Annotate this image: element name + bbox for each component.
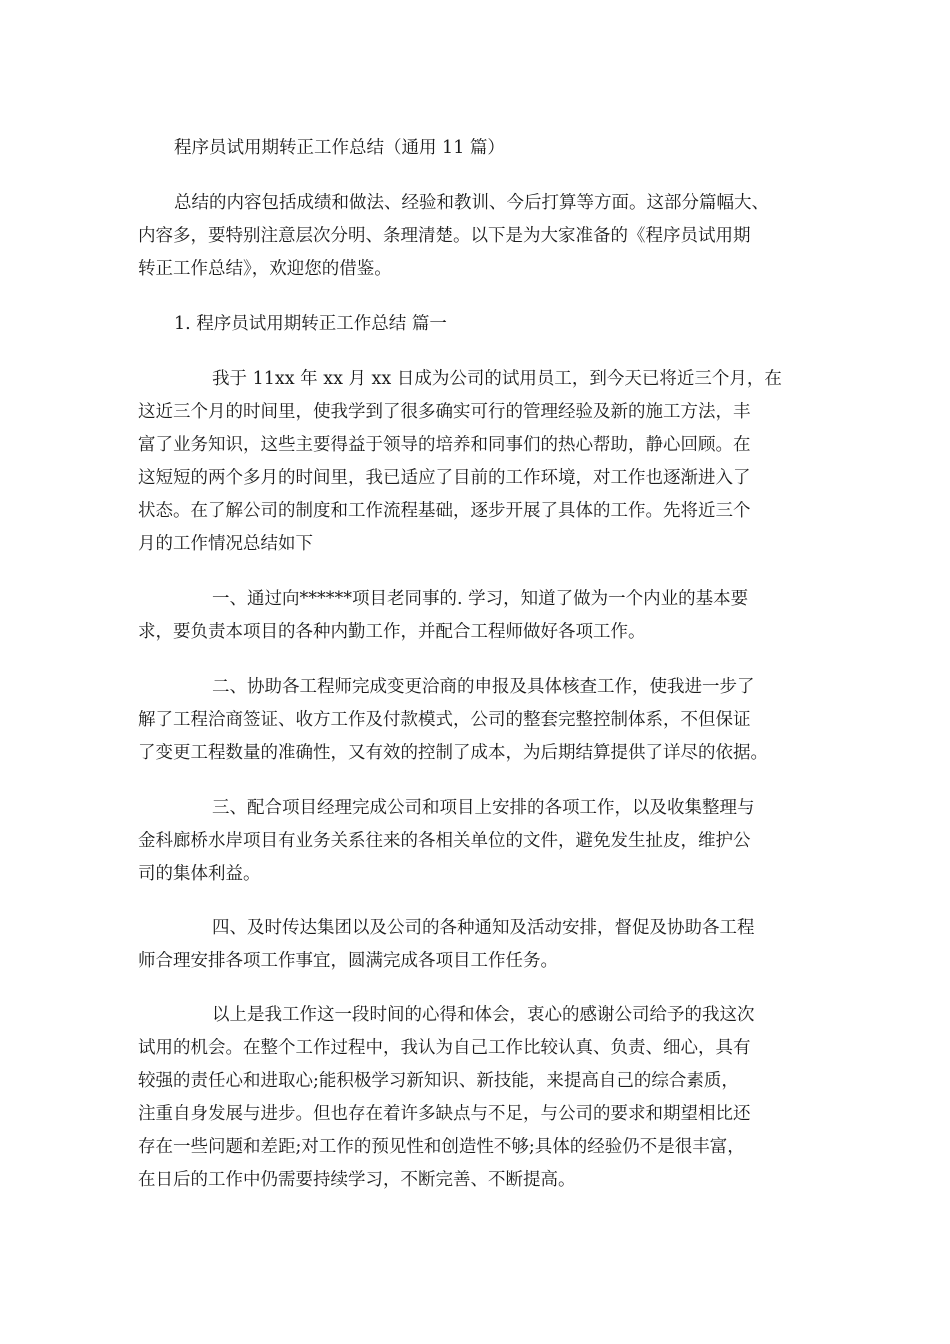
body-paragraph-5: 四、及时传达集团以及公司的各种通知及活动安排，督促及协助各工程 师合理安排各项工作事宜，圆满完成各项目工作任务。 bbox=[138, 918, 755, 971]
document-title: 程序员试用期转正工作总结（通用 11 篇） bbox=[174, 138, 505, 158]
body-paragraph-1: 我于 11xx 年 xx 月 xx 日成为公司的试用员工，到今天已将近三个月，在 这近三个月的时间里，使我学到了很多确实可行的管理经验及新的施工方法，丰 富了业务知识，这些主要得益于领导的培养和同事们的热心帮助，静心回顾。在 这短短的两个多月的时间里，我已适应了目前的工作环境，对工作也逐渐进入了 状态。在了解公司的制度和工作流程基础，逐步开展了具体的工作。先将近三个 月的工作情况总结如下 bbox=[138, 369, 782, 554]
body-paragraph-2: 一、通过向******项目老同事的. 学习，知道了做为一个内业的基本要 求，要负责本项目的各种内勤工作，并配合工程师做好各项工作。 bbox=[138, 589, 749, 642]
section-heading: 1. 程序员试用期转正工作总结 篇一 bbox=[174, 314, 447, 334]
intro-paragraph: 总结的内容包括成绩和做法、经验和教训、今后打算等方面。这部分篇幅大、 内容多，要特别注意层次分明、条理清楚。以下是为大家准备的《程序员试用期 转正工作总结》，欢迎您的借鉴。 bbox=[138, 193, 769, 279]
body-paragraph-4: 三、配合项目经理完成公司和项目上安排的各项工作，以及收集整理与 金科廊桥水岸项目有业务关系往来的各相关单位的文件，避免发生扯皮，维护公 司的集体利益。 bbox=[138, 798, 755, 884]
body-paragraph-6: 以上是我工作这一段时间的心得和体会，衷心的感谢公司给予的我这次 试用的机会。在整个工作过程中，我认为自己工作比较认真、负责、细心，具有 较强的责任心和进取心;能积极学习新知识、新技能，来提高自己的综合素质， 注重自身发展与进步。但也存在着许多缺点与不足，与公司的要求和期望相比还 存在一些问题和差距;对工作的预见性和创造性不够;具体的经验仍不是很丰富， 在日后的工作中仍需要持续学习，不断完善、不断提高。 bbox=[138, 1005, 755, 1190]
body-paragraph-3: 二、协助各工程师完成变更洽商的申报及具体核查工作，使我进一步了 解了工程洽商签证、收方工作及付款模式，公司的整套完整控制体系，不但保证 了变更工程数量的准确性，又有效的控制了成本，为后期结算提供了详尽的依据。 bbox=[138, 677, 768, 763]
